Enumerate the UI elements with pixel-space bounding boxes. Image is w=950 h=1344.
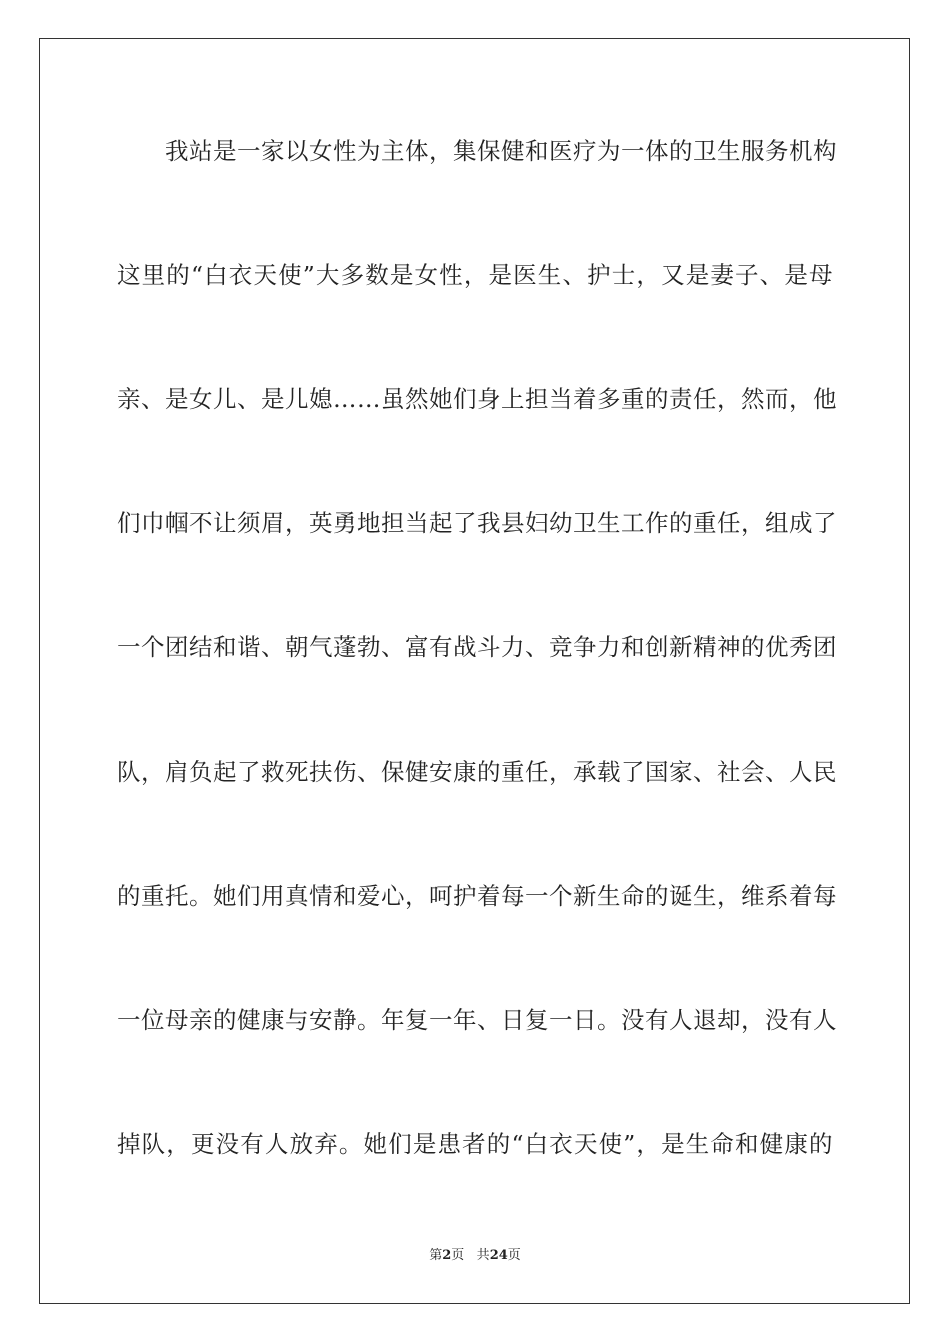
body-text-line: 我站是一家以女性为主体，集保健和医疗为一体的卫生服务机构 bbox=[165, 137, 837, 165]
body-text-line: 的重托。她们用真情和爱心，呵护着每一个新生命的诞生，维系着每 bbox=[117, 882, 837, 910]
total-pages-suffix: 页 bbox=[507, 1248, 521, 1263]
page-frame bbox=[39, 38, 910, 1304]
total-pages-prefix: 共 bbox=[476, 1248, 490, 1263]
body-text-line: 一位母亲的健康与安静。年复一年、日复一日。没有人退却，没有人 bbox=[117, 1006, 837, 1034]
body-text-line: 掉队，更没有人放弃。她们是患者的“白衣天使”，是生命和健康的 bbox=[117, 1130, 833, 1158]
page-footer bbox=[0, 1247, 950, 1265]
body-text-line: 亲、是女儿、是儿媳……虽然她们身上担当着多重的责任，然而，他 bbox=[117, 385, 837, 413]
body-text-line: 这里的“白衣天使”大多数是女性，是医生、护士，又是妻子、是母 bbox=[117, 261, 833, 289]
page-number-prefix: 第 bbox=[429, 1248, 443, 1263]
body-text-line: 队，肩负起了救死扶伤、保健安康的重任，承载了国家、社会、人民 bbox=[117, 758, 837, 786]
body-text-line: 一个团结和谐、朝气蓬勃、富有战斗力、竞争力和创新精神的优秀团 bbox=[117, 633, 837, 661]
body-text-line: 们巾帼不让须眉，英勇地担当起了我县妇幼卫生工作的重任，组成了 bbox=[117, 509, 837, 537]
page-number-suffix: 页 bbox=[451, 1248, 465, 1263]
current-page-number: 2 bbox=[442, 1248, 452, 1263]
total-pages-number: 24 bbox=[489, 1248, 508, 1263]
